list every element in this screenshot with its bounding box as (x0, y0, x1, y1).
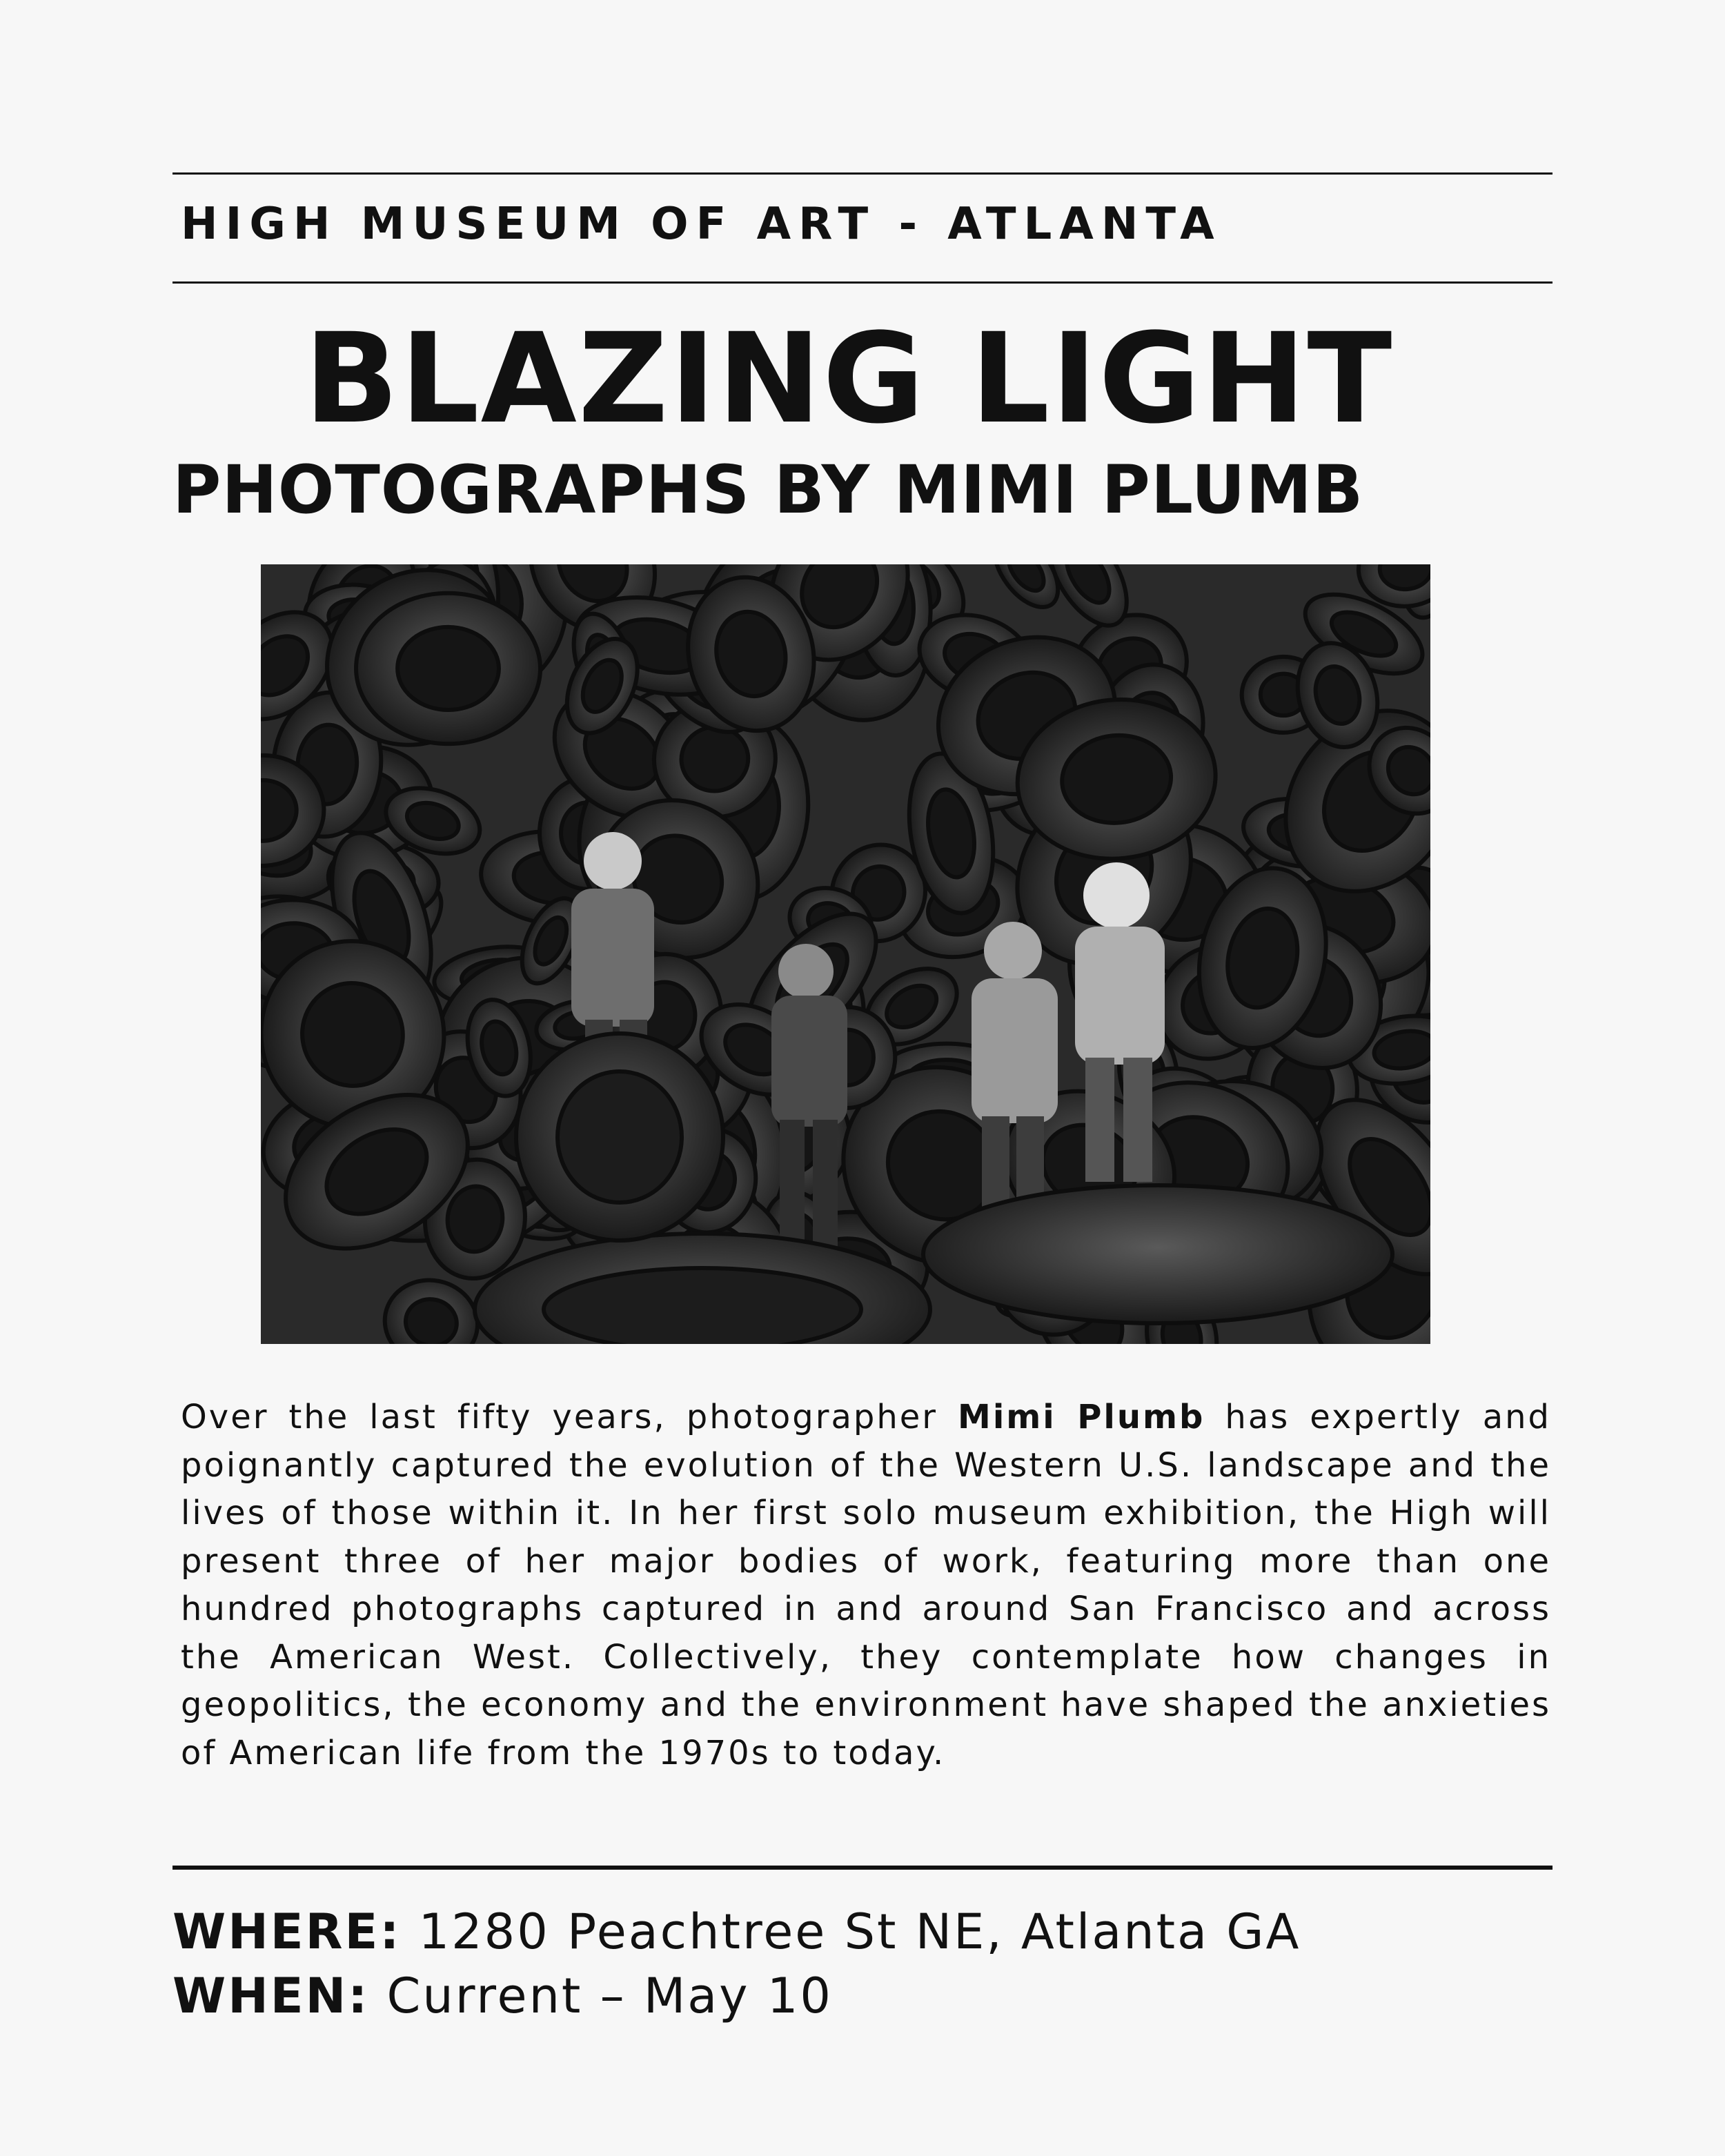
where-label: WHERE: (172, 1903, 402, 1960)
artist-name: Mimi Plumb (958, 1398, 1205, 1436)
when-label: WHEN: (172, 1968, 370, 2024)
when-value: Current – May 10 (386, 1968, 833, 2024)
where-line (172, 1901, 1552, 1963)
footer-divider (172, 1866, 1552, 1870)
exhibition-photo (261, 564, 1430, 1344)
where-value: 1280 Peachtree St NE, Atlanta GA (418, 1903, 1301, 1960)
exhibition-title: BLAZING LIGHT (304, 307, 1394, 451)
header-divider (172, 281, 1552, 284)
when-line (172, 1965, 1552, 2027)
exhibition-description: Over the last fifty years, photographer Mimi Plumb has expertly and poignantly captured the evolution of the Western U.S. landscape and the lives of those within it. In her first solo museum exhibition, the High will present three of her major bodies of work, featuring more than one hundred photographs captured in and around San Francisco and across the American West. Collectively, they contemplate how changes in geopolitics, the economy and the environment have shaped the anxieties of American life from the 1970s to today. (181, 1398, 1552, 1772)
museum-name: HIGH MUSEUM OF ART - ATLANTA (181, 199, 1222, 250)
top-divider (172, 172, 1552, 175)
exhibition-subtitle: PHOTOGRAPHS BY MIMI PLUMB (172, 451, 1364, 528)
tire-hole (397, 626, 500, 710)
